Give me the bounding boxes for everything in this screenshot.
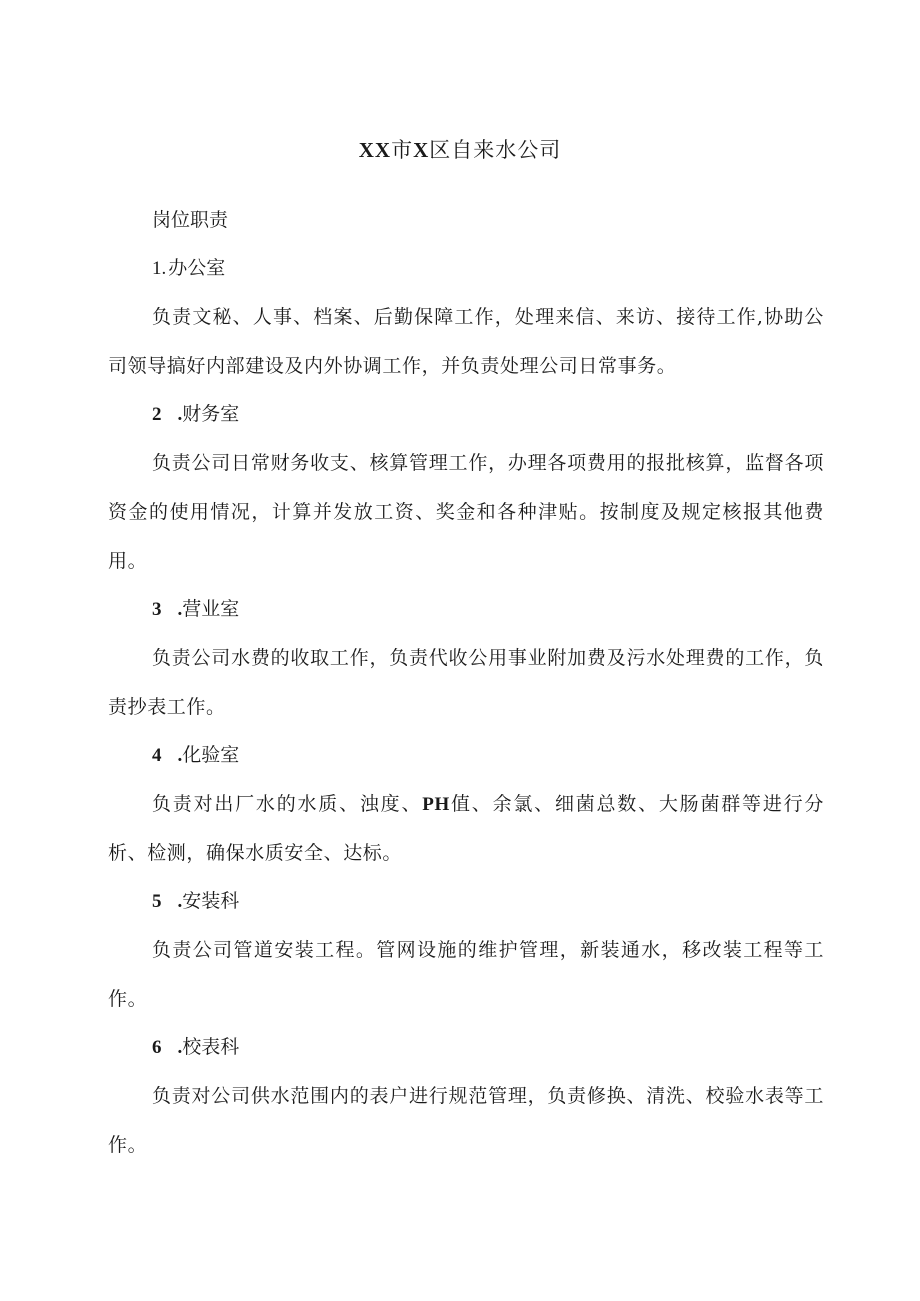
section-label: 岗位职责 [152,209,229,231]
item-heading-6 [152,1024,824,1072]
item-dot-5: . [177,891,183,912]
item-text-6: 负责对公司供水范围内的表户进行规范管理，负责修换、清洗、校验水表等工作。 [108,1085,824,1156]
item-heading-3 [152,586,824,634]
document-body [108,197,824,1170]
item-text-3: 负责公司水费的收取工作，负责代收公用事业附加费及污水处理费的工作，负责抄表工作。 [108,647,824,718]
item-dot-6: . [177,1037,183,1058]
title-x: X [413,138,430,162]
item-name-1: 办公室 [168,257,226,279]
document-title [0,130,920,170]
title-suffix: 区自来水公司 [429,138,562,162]
item-text-4-after: 值、余氯、细菌总数、大肠菌群等进行分析、检测，确保水质安全、达标。 [108,793,824,864]
item-number-4: 4 [152,745,162,766]
item-text-5: 负责公司管道安装工程。管网设施的维护管理，新装通水，移改装工程等工作。 [108,939,824,1010]
item-dot-4: . [177,745,183,766]
item-number-6: 6 [152,1037,162,1058]
item-dot-2: . [177,404,183,425]
item-text-4-before: 负责对出厂水的水质、浊度、 [152,793,423,815]
item-name-2: 财务室 [182,403,240,425]
item-heading-2 [152,391,824,439]
item-heading-5 [152,878,824,926]
item-number-1: 1. [152,258,167,279]
title-city: 市 [391,138,414,162]
item-number-3: 3 [152,599,162,620]
item-dot-3: . [177,599,183,620]
item-number-2: 2 [152,404,162,425]
item-heading-1 [152,245,824,293]
item-number-5: 5 [152,891,162,912]
item-heading-4 [152,732,824,780]
item-text-1: 负责文秘、人事、档案、后勤保障工作，处理来信、来访、接待工作,协助公司领导搞好内部建设及内外协调工作，并负责处理公司日常事务。 [108,306,824,377]
item-text-2: 负责公司日常财务收支、核算管理工作，办理各项费用的报批核算，监督各项资金的使用情况，计算并发放工资、奖金和各种津贴。按制度及规定核报其他费用。 [108,452,824,572]
item-name-5: 安装科 [182,890,240,912]
item-text-4 [108,780,824,878]
item-name-3: 营业室 [182,598,240,620]
item-name-4: 化验室 [182,744,240,766]
title-prefix: XX [358,138,392,162]
item-text-4-bold: PH [422,794,450,815]
item-name-6: 校表科 [182,1036,240,1058]
